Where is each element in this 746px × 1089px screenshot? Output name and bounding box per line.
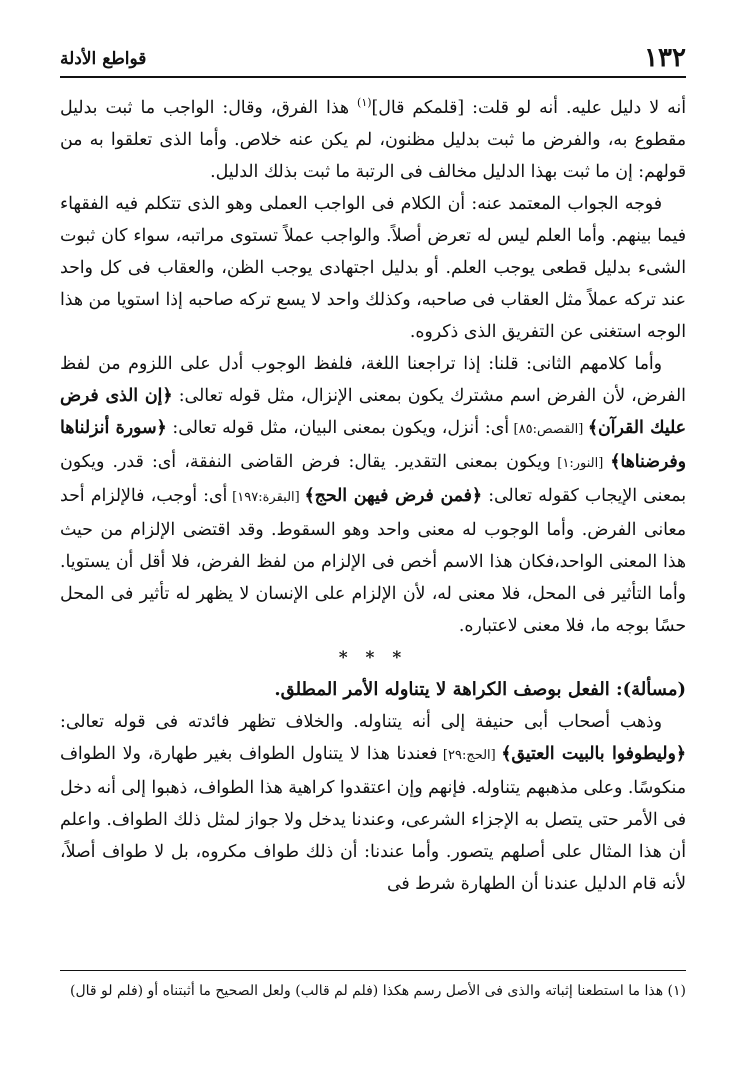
verse-reference: [البقرة:١٩٧]	[227, 490, 305, 505]
running-title: قواطع الأدلة	[60, 49, 147, 69]
footnote-marker: (١)	[357, 96, 372, 110]
verse-reference: [الحج:٢٩]	[437, 748, 502, 763]
text-run: وذهب أصحاب أبى حنيفة إلى أنه يتناوله. والخلاف تظهر فائدته فى قوله تعالى:	[60, 712, 662, 732]
text-run: أنه لا دليل عليه. أنه لو قلت: [قلمكم قال]	[371, 98, 686, 118]
paragraph-3	[60, 348, 686, 642]
section-separator: * * *	[338, 648, 408, 668]
text-run: أى: أنزل، ويكون بمعنى البيان، مثل قوله تعالى:	[166, 418, 510, 438]
page-number: ١٣٢	[644, 43, 686, 73]
verse-reference: [القصص:٨٥]	[509, 422, 588, 437]
paragraph-1	[60, 92, 686, 188]
quran-verse: ﴿فمن فرض فيهن الحج﴾	[304, 486, 483, 506]
issue-title: (مسألة): الفعل بوصف الكراهة لا يتناوله الأمر المطلق.	[274, 679, 686, 700]
quran-verse: ﴿وليطوفوا بالبيت العتيق﴾	[501, 744, 686, 764]
text-run: هذا الفرق، وقال: الواجب ما ثبت بدليل مقطوع به، والفرض ما ثبت بدليل مظنون، لم يكن عنه خلاص. وأما الذى تعلقوا به من قولهم: إن ما ثبت بهذا الدليل مخالف فى الرتبة ما ثبت بذلك الدليل.	[60, 98, 686, 182]
quran-verse: ﴿إن الذى فرض عليك القرآن﴾	[60, 386, 686, 438]
header-rule	[60, 76, 686, 78]
main-text	[60, 92, 686, 900]
quran-verse: ﴿سورة أنزلناها وفرضناها﴾	[60, 418, 686, 472]
page-header	[60, 42, 686, 82]
footnote	[60, 978, 686, 1004]
text-run: وأما كلامهم الثانى: قلنا: إذا تراجعنا اللغة، فلفظ الوجوب أدل على اللزوم من لفظ الفرض، لأن الفرض اسم مشترك يكون بمعنى الإنزال، مثل قوله تعالى:	[60, 354, 686, 406]
paragraph-2: فوجه الجواب المعتمد عنه: أن الكلام فى الواجب العملى وهو الذى تتكلم فيه الفقهاء فيما بينهم. وأما العلم ليس له تعرض أصلاً. والواجب عملاً تستوى مراتبه، سواء كان ثبوت الشىء بدليل قطعى يوجب العلم. أو بدليل اجتهادى يوجب الظن، والعقاب فى كل واحد عند تركه عملاً مثل العقاب فى صاحبه، وكذلك واحد لا يسع تركه صاحبه إذا استويا من هذا الوجه استغنى عن التفريق الذى ذكروه.	[60, 194, 686, 342]
footnote-rule	[60, 970, 686, 971]
footnote-number: (١)	[667, 983, 686, 999]
verse-reference: [النور:١]	[550, 456, 611, 471]
footnote-text: هذا ما استطعنا إثباته والذى فى الأصل رسم هكذا (فلم لم قالب) ولعل الصحيح ما أثبتناه أو (فلم لو قال)	[70, 983, 668, 999]
issue-paragraph	[60, 706, 686, 900]
text-run: ويكون بمعنى التقدير. يقال: فرض القاضى النفقة، أى: قدر. ويكون بمعنى الإيجاب كقوله تعالى:	[60, 452, 687, 506]
text-run: فعندنا هذا لا يتناول الطواف بغير طهارة، ولا الطواف منكوسًا. وعلى مذهبهم يتناوله. فإنهم وإن اعتقدوا كراهية هذا الطواف، ذهبوا إلى أنه دخل فى الأمر حتى يتصل به الإجزاء الشرعى، وعندنا يدخل ولا جواز لمثل ذلك الطواف. واعلم أن هذا المثال على أصلهم يتصور. وأما عندنا: أن ذلك طواف مكروه، بل لا طواف أصلاً، لأنه قام الدليل عندنا أن الطهارة شرط فى	[60, 744, 686, 894]
text-run: أى: أوجب، فالإلزام أحد معانى الفرض. وأما الوجوب له معنى واحد وهو السقوط. وقد اقتضى الإلزام من حيث هذا المعنى الواحد،فكان هذا الاسم أخص فى الإلزام من لفظ الفرض، فلا أقل أن يستويا. وأما التأثير فى المحل، فلا معنى له، لأن الإلزام على الإنسان لا يظهر له تأثير فى المحل حسًا بوجه ما، فلا معنى لاعتباره.	[60, 486, 686, 636]
